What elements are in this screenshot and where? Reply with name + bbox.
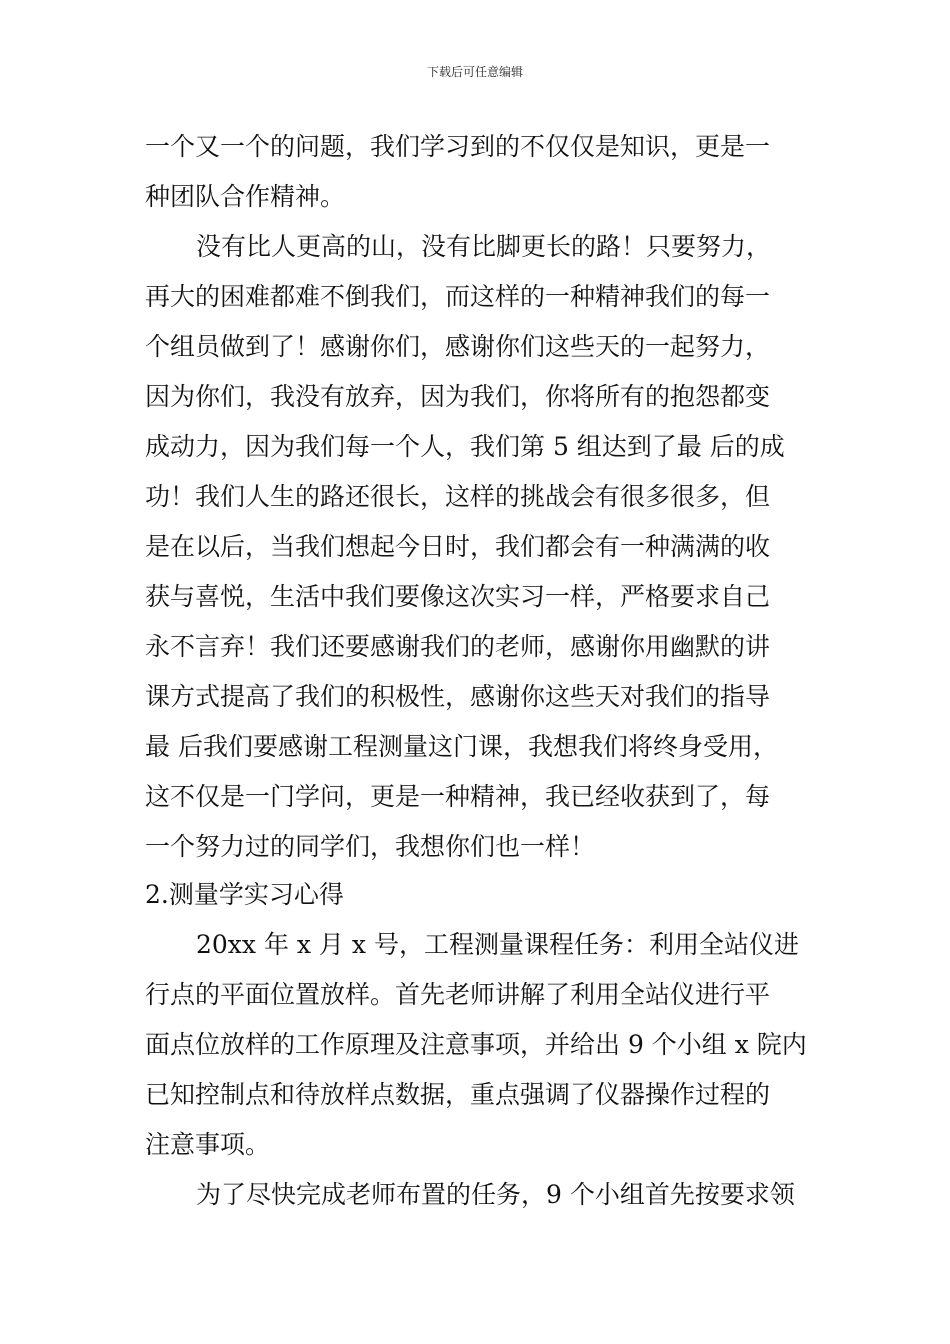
text-line: 2.测量学实习心得 [145,880,344,909]
text-line: 永不言弃！我们还要感谢我们的老师，感谢你用幽默的讲 [145,632,771,661]
text-line: 成动力，因为我们每一个人，我们第 5 组达到了最 后的成 [145,432,785,461]
text-line: 面点位放样的工作原理及注意事项，并给出 9 个小组 x 院内 [145,1030,807,1059]
text-line: 为了尽快完成老师布置的任务，9 个小组首先按要求领 [196,1180,795,1209]
text-line: 再大的困难都难不倒我们，而这样的一种精神我们的每一 [145,282,771,311]
text-line: 一个又一个的问题，我们学习到的不仅仅是知识，更是一 [145,132,771,161]
page-header: 下载后可任意编辑 [426,65,523,79]
text-line: 获与喜悦，生活中我们要像这次实习一样，严格要求自己 [145,582,771,611]
text-line: 一个努力过的同学们，我想你们也一样！ [145,832,596,861]
text-line: 功！我们人生的路还很长，这样的挑战会有很多很多，但 [145,482,771,511]
text-line: 个组员做到了！感谢你们，感谢你们这些天的一起努力， [145,332,771,361]
text-line: 没有比人更高的山，没有比脚更长的路！只要努力， [196,232,772,261]
text-line: 最 后我们要感谢工程测量这门课，我想我们将终身受用， [145,732,778,761]
text-line: 种团队合作精神。 [145,182,346,211]
text-line: 注意事项。 [145,1130,271,1159]
text-line: 是在以后，当我们想起今日时，我们都会有一种满满的收 [145,532,771,561]
text-line: 这不仅是一门学问，更是一种精神，我已经收获到了，每 [145,782,771,811]
text-line: 20xx 年 x 月 x 号，工程测量课程任务：利用全站仪进 [196,930,799,959]
text-line: 因为你们，我没有放弃，因为我们，你将所有的抱怨都变 [145,382,771,411]
text-line: 已知控制点和待放样点数据，重点强调了仪器操作过程的 [145,1080,771,1109]
text-line: 课方式提高了我们的积极性，感谢你这些天对我们的指导 [145,682,771,711]
text-line: 行点的平面位置放样。首先老师讲解了利用全站仪进行平 [145,980,771,1009]
